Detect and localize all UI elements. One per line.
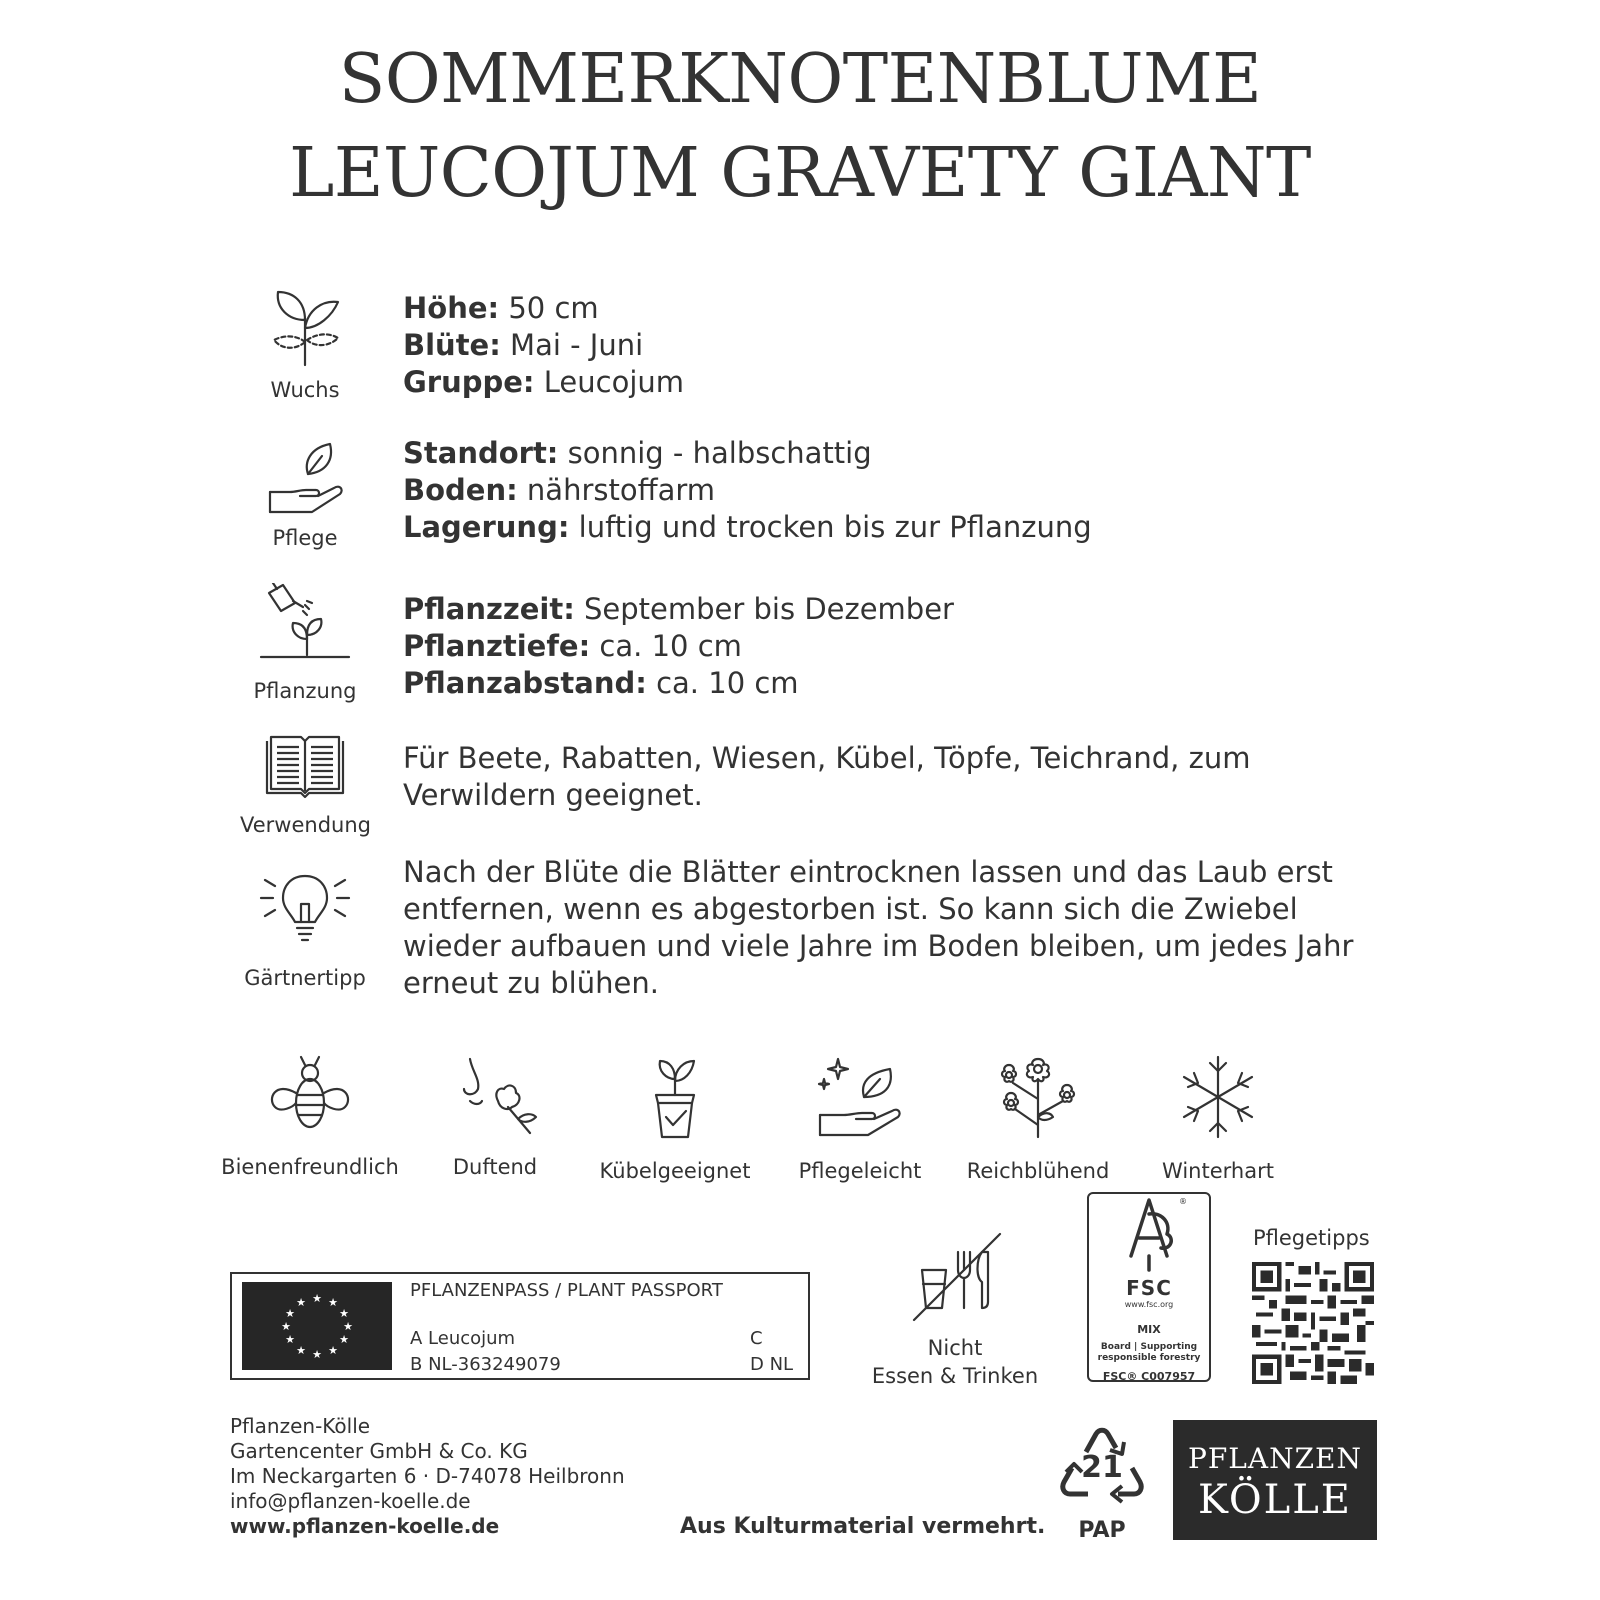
fsc-tree-icon xyxy=(1109,1194,1189,1272)
section-pflanzung xyxy=(240,583,1360,723)
gaertnertipp-label: Gärtnertipp xyxy=(244,966,366,990)
svg-text:★: ★ xyxy=(328,1296,338,1309)
svg-text:★: ★ xyxy=(285,1307,295,1320)
recycle-code: PAP xyxy=(1078,1518,1126,1543)
logo-line-2: KÖLLE xyxy=(1198,1477,1352,1523)
feature-kuebelgeeignet xyxy=(580,1055,770,1183)
hoehe-value: 50 cm xyxy=(499,291,599,325)
fsc-code: FSC® C007957 xyxy=(1102,1370,1196,1383)
plant-leaves-icon xyxy=(260,280,350,370)
svg-text:★: ★ xyxy=(285,1333,295,1346)
open-book-icon xyxy=(263,735,347,801)
bee-icon xyxy=(265,1055,355,1135)
standort-value: sonnig - halbschattig xyxy=(558,436,872,470)
feature-label: Kübelgeeignet xyxy=(599,1159,751,1183)
lagerung-value: luftig und trocken bis zur Pflanzung xyxy=(569,510,1092,544)
bluete-value: Mai - Juni xyxy=(500,328,644,362)
svg-text:★: ★ xyxy=(312,1292,322,1305)
potted-plant-check-icon xyxy=(630,1055,720,1139)
plant-passport xyxy=(230,1272,810,1380)
feature-bienenfreundlich xyxy=(215,1055,405,1179)
recycle-mark xyxy=(1052,1422,1152,1543)
passport-d: D NL xyxy=(750,1354,794,1375)
svg-text:★: ★ xyxy=(296,1344,306,1357)
fsc-site: www.fsc.org xyxy=(1124,1300,1174,1309)
hand-leaf-sparkle-icon xyxy=(814,1055,906,1139)
nose-flower-icon xyxy=(450,1055,540,1135)
logo-line-1: PFLANZEN xyxy=(1188,1442,1362,1475)
bluete-key: Blüte: xyxy=(403,328,501,362)
verwendung-icon-block xyxy=(240,735,370,875)
address-line-1: Pflanzen-Kölle xyxy=(230,1414,371,1438)
svg-text:®: ® xyxy=(1179,1197,1187,1206)
address-line-3: Im Neckargarten 6 · D-74078 Heilbronn xyxy=(230,1464,625,1488)
gruppe-key: Gruppe: xyxy=(403,365,535,399)
wuchs-details xyxy=(403,290,684,401)
passport-c: C xyxy=(750,1328,763,1349)
boden-line xyxy=(403,472,1092,509)
address-email[interactable]: info@pflanzen-koelle.de xyxy=(230,1489,471,1513)
feature-winterhart xyxy=(1123,1055,1313,1183)
feature-label: Pflegeleicht xyxy=(798,1159,922,1183)
hand-leaf-icon xyxy=(260,440,350,520)
passport-title: PFLANZENPASS / PLANT PASSPORT xyxy=(410,1280,723,1301)
verwendung-text: Für Beete, Rabatten, Wiesen, Kübel, Töpfe, Teichrand, zum Verwildern geeignet. xyxy=(403,741,1251,812)
pflanztiefe-key: Pflanztiefe: xyxy=(403,629,591,663)
svg-text:★: ★ xyxy=(281,1320,291,1333)
svg-text:★: ★ xyxy=(339,1333,349,1346)
boden-key: Boden: xyxy=(403,473,518,507)
pflanzung-icon-block xyxy=(240,583,370,723)
section-wuchs xyxy=(240,280,1360,420)
gruppe-value: Leucojum xyxy=(534,365,685,399)
no-food-drink-icon xyxy=(900,1230,1010,1330)
kultur-note: Aus Kulturmaterial vermehrt. xyxy=(680,1514,1046,1539)
svg-text:★: ★ xyxy=(339,1307,349,1320)
fsc-label xyxy=(1087,1192,1211,1382)
pflanzen-koelle-logo[interactable] xyxy=(1173,1420,1377,1540)
feature-pflegeleicht xyxy=(765,1055,955,1183)
svg-text:★: ★ xyxy=(312,1348,322,1361)
wuchs-icon-block xyxy=(240,280,370,420)
hoehe-line xyxy=(403,290,684,327)
address-line-2: Gartencenter GmbH & Co. KG xyxy=(230,1439,528,1463)
pflanztiefe-line xyxy=(403,628,954,665)
gaertnertipp-text: Nach der Blüte die Blätter eintrocknen lassen und das Laub erst entfernen, wenn es abgestorben ist. So kann sich die Zwiebel wieder aufbauen und viele Jahre im Boden bleiben, um jedes Jahr erneut zu blühen. xyxy=(403,855,1354,1000)
svg-text:★: ★ xyxy=(296,1296,306,1309)
feature-label: Reichblühend xyxy=(966,1159,1110,1183)
lightbulb-icon xyxy=(257,868,353,948)
recycle-number: 21 xyxy=(1081,1450,1123,1485)
fsc-mix: MIX xyxy=(1137,1323,1161,1336)
qr-code-icon[interactable] xyxy=(1252,1262,1374,1384)
passport-b: B NL-363249079 xyxy=(410,1354,561,1375)
pflege-details xyxy=(403,435,1092,546)
title-line-1: SOMMERKNOTENBLUME xyxy=(338,40,1262,119)
gaertnertipp-icon-block xyxy=(240,868,370,1008)
passport-a: A Leucojum xyxy=(410,1328,516,1349)
no-food-drink-line-2: Essen & Trinken xyxy=(871,1364,1039,1388)
eu-flag-icon xyxy=(242,1282,392,1370)
title-line-2: LEUCOJUM GRAVETY GIANT xyxy=(289,134,1311,213)
section-gaertnertipp xyxy=(240,855,1360,1008)
pflanzzeit-line xyxy=(403,591,954,628)
lagerung-line xyxy=(403,509,1092,546)
boden-value: nährstoffarm xyxy=(517,473,716,507)
pflanzabstand-value: ca. 10 cm xyxy=(646,666,799,700)
pflanzzeit-key: Pflanzzeit: xyxy=(403,592,575,626)
company-address xyxy=(230,1414,625,1539)
pflanzzeit-value: September bis Dezember xyxy=(574,592,954,626)
svg-text:★: ★ xyxy=(328,1344,338,1357)
feature-duftend xyxy=(400,1055,590,1179)
wuchs-label: Wuchs xyxy=(270,378,340,402)
feature-label: Bienenfreundlich xyxy=(221,1155,399,1179)
feature-reichbluehend xyxy=(943,1055,1133,1183)
address-website[interactable]: www.pflanzen-koelle.de xyxy=(230,1514,500,1538)
snowflake-icon xyxy=(1176,1055,1260,1139)
standort-key: Standort: xyxy=(403,436,559,470)
feature-label: Duftend xyxy=(452,1155,538,1179)
pflanzung-details xyxy=(403,591,954,702)
lagerung-key: Lagerung: xyxy=(403,510,570,544)
fsc-desc-2: responsible forestry xyxy=(1097,1353,1201,1363)
hoehe-key: Höhe: xyxy=(403,291,500,325)
svg-text:★: ★ xyxy=(343,1320,353,1333)
no-food-drink xyxy=(860,1230,1050,1390)
fsc-name: FSC xyxy=(1126,1276,1172,1300)
fsc-desc-1: Board | Supporting xyxy=(1100,1342,1198,1352)
pflege-icon-block xyxy=(240,440,370,580)
pflege-label: Pflege xyxy=(272,526,338,550)
flowers-icon xyxy=(993,1055,1083,1139)
qr-label: Pflegetipps xyxy=(1253,1226,1370,1250)
watering-can-seedling-icon xyxy=(257,583,353,669)
gruppe-line xyxy=(403,364,684,401)
no-food-drink-line-1: Nicht xyxy=(927,1336,983,1360)
standort-line xyxy=(403,435,1092,472)
eu-stars xyxy=(242,1282,392,1370)
verwendung-label: Verwendung xyxy=(240,813,371,837)
pflanzabstand-key: Pflanzabstand: xyxy=(403,666,647,700)
feature-label: Winterhart xyxy=(1162,1159,1274,1183)
bluete-line xyxy=(403,327,684,364)
pflanzabstand-line xyxy=(403,665,954,702)
section-pflege xyxy=(240,436,1360,580)
pflanztiefe-value: ca. 10 cm xyxy=(590,629,742,663)
pflanzung-label: Pflanzung xyxy=(253,679,357,703)
